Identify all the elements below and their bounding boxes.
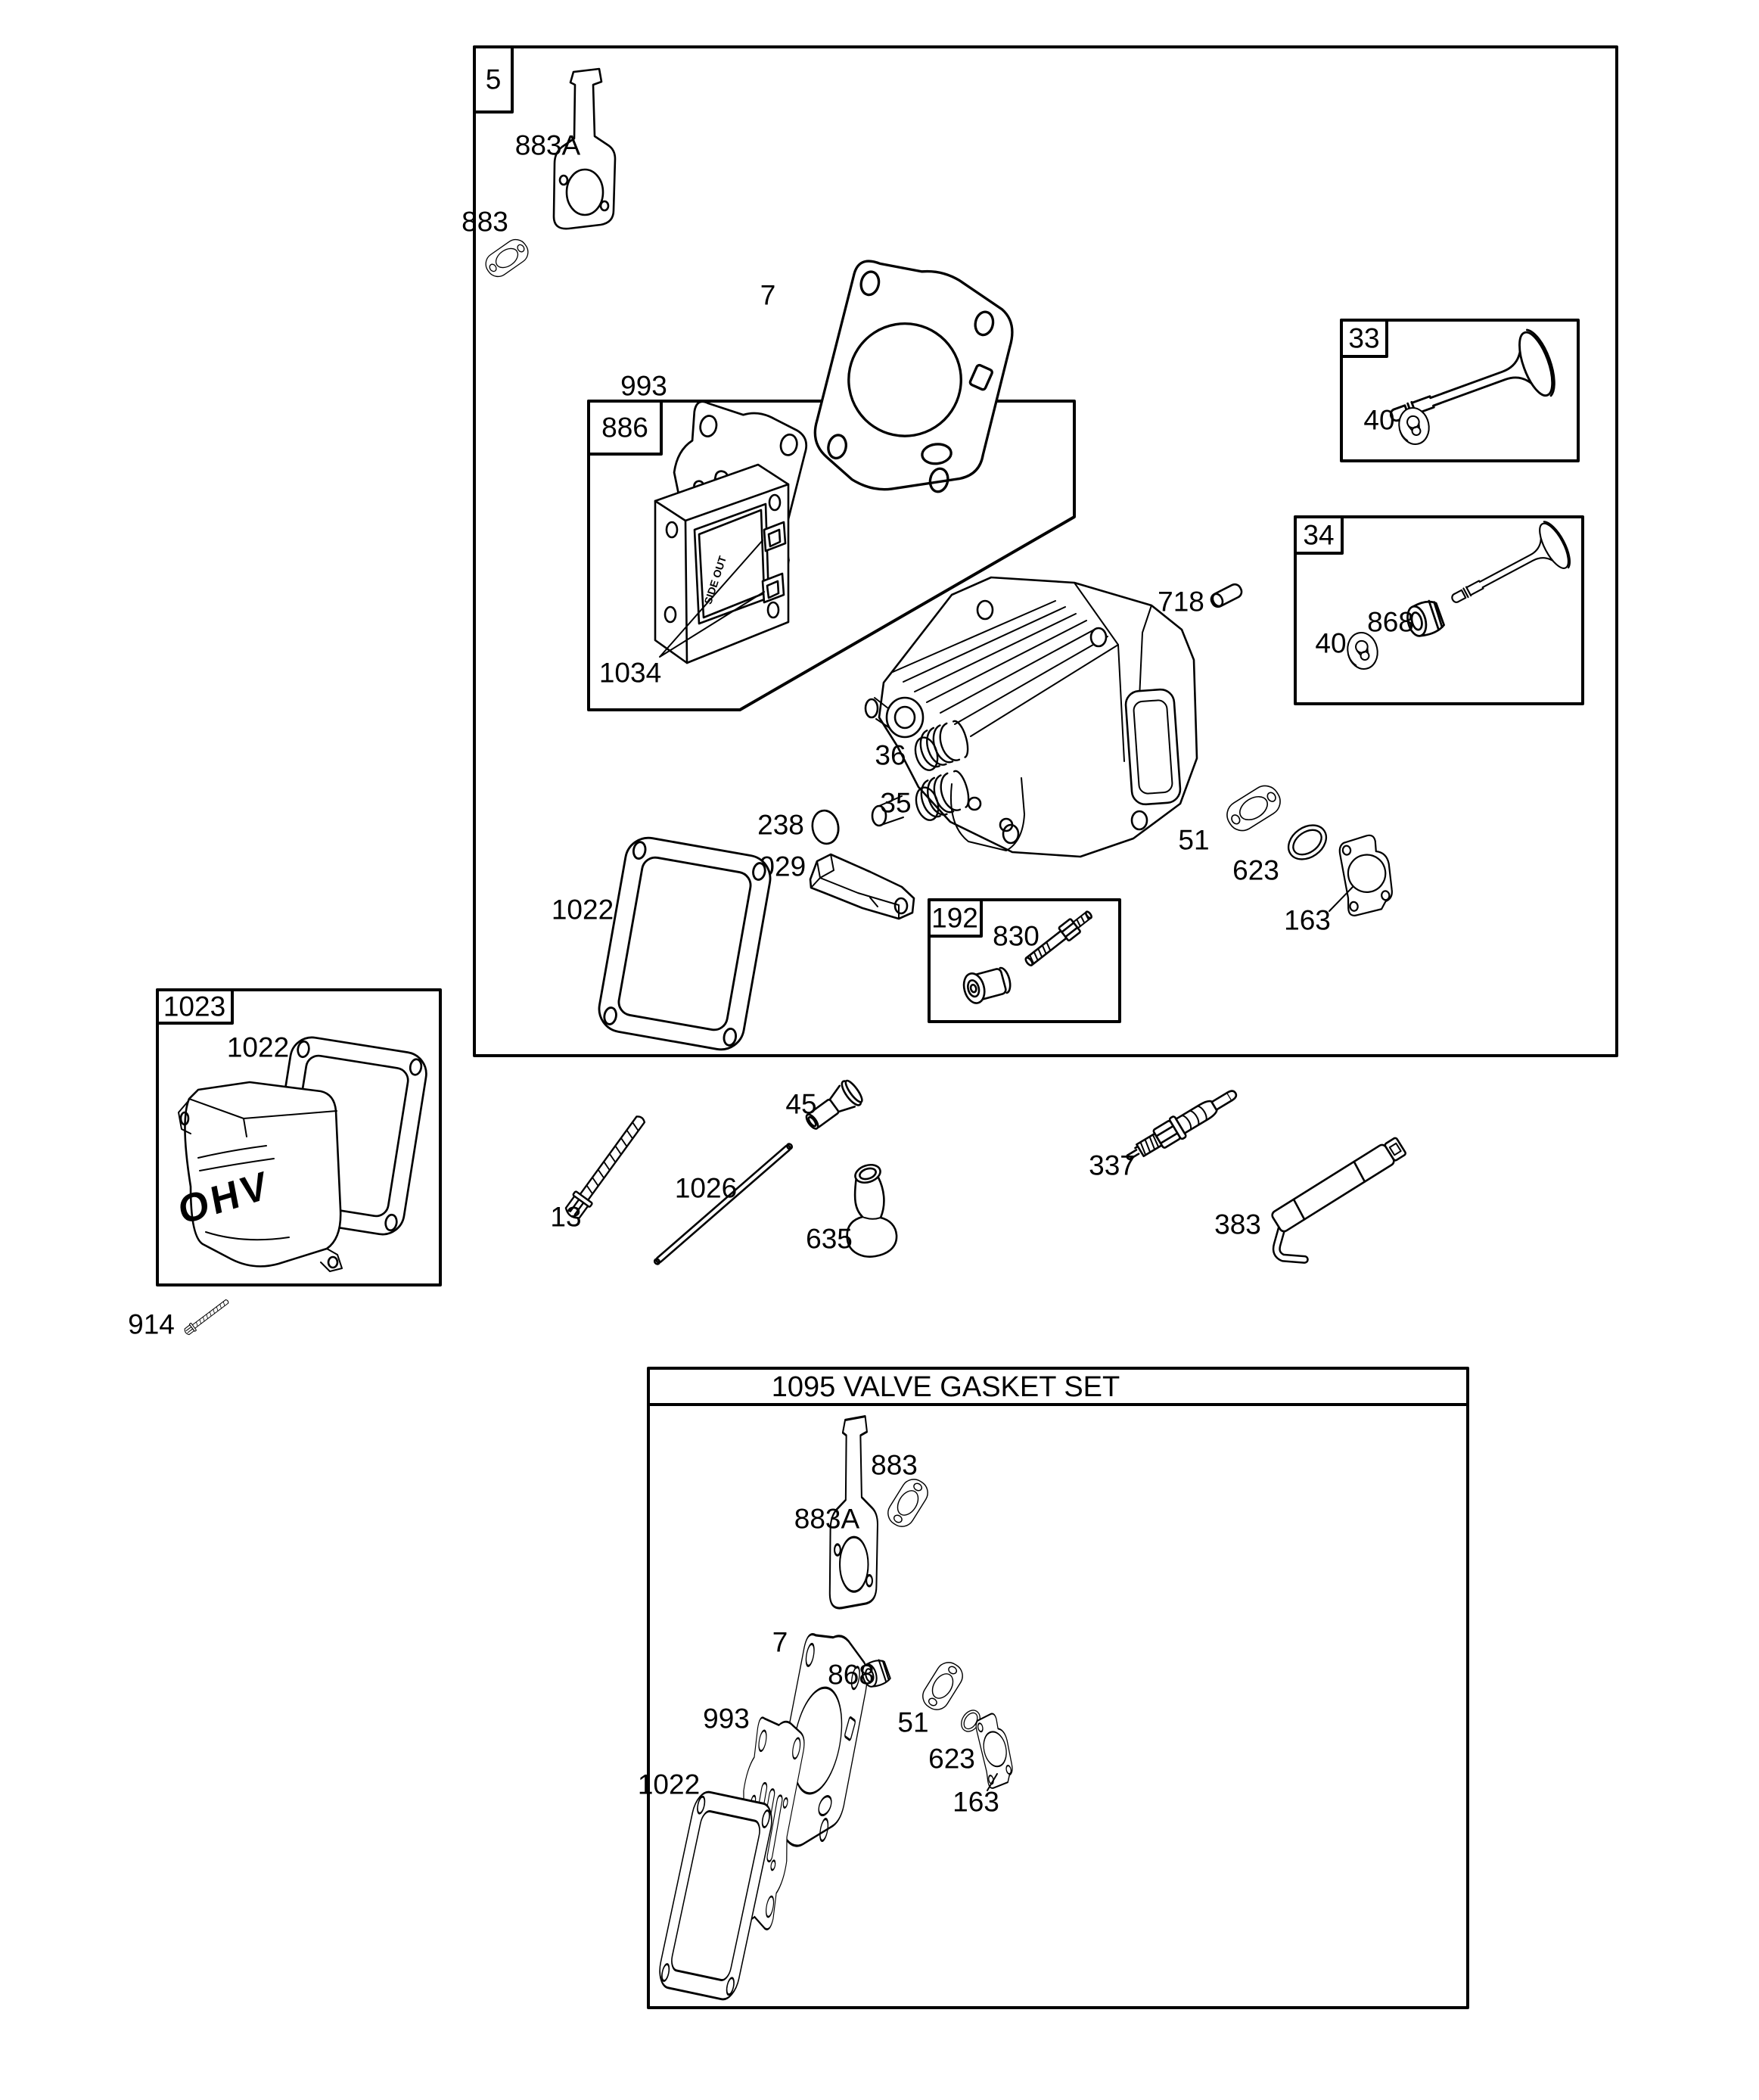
cylinder-head-part — [866, 577, 1197, 857]
spark-plug-337-part — [1121, 1083, 1242, 1168]
callout-383: 383 — [1214, 1209, 1261, 1240]
group-box-5 — [462, 47, 1617, 1056]
reed-plate-1034-part — [655, 465, 788, 663]
callout-1034: 1034 — [598, 657, 662, 689]
spark-plug-wrench-383-part — [1258, 1136, 1425, 1270]
callout-40: 40 — [1363, 404, 1395, 436]
callout-830: 830 — [993, 920, 1040, 952]
ohv-emboss: OHV — [175, 1162, 274, 1234]
callout-51: 51 — [897, 1706, 929, 1738]
callout-883: 883 — [871, 1449, 918, 1481]
box-33-label: 33 — [1348, 322, 1380, 354]
exhaust-gasket-51-part — [918, 1658, 968, 1715]
o-ring-623-part — [1282, 818, 1333, 866]
spark-plug-boot-635-part — [847, 1162, 897, 1256]
callout-163: 163 — [953, 1786, 999, 1818]
callout-7: 7 — [760, 279, 776, 311]
callout-51: 51 — [1178, 824, 1210, 856]
callout-1026: 1026 — [674, 1172, 738, 1204]
cover-bolt-914-part — [183, 1297, 231, 1336]
callout-13: 13 — [550, 1201, 582, 1233]
box-34-label: 34 — [1303, 519, 1335, 551]
callout-36: 36 — [875, 739, 906, 771]
exhaust-gasket-883-part — [481, 235, 533, 282]
valve-cap-238-part — [810, 808, 841, 845]
exhaust-gasket-883-part — [884, 1475, 933, 1532]
callout-883: 883 — [462, 206, 508, 238]
valve-cover-1023-part — [176, 1082, 342, 1271]
exhaust-gasket-51-part — [1222, 780, 1285, 835]
callout-1022: 1022 — [551, 894, 614, 926]
callout-718: 718 — [1158, 586, 1204, 618]
callout-635: 635 — [806, 1223, 853, 1255]
callout-1022: 1022 — [637, 1769, 701, 1800]
dowel-pin-718-part — [1209, 582, 1244, 608]
box-192-label: 192 — [931, 902, 978, 934]
callout-883a: 883A — [794, 1503, 860, 1535]
cylinder-head-gasket-7-part — [806, 254, 1022, 510]
callout-993: 993 — [703, 1703, 750, 1734]
callout-40: 40 — [1315, 627, 1347, 659]
callout-7: 7 — [772, 1626, 788, 1658]
group-box-1023 — [157, 990, 440, 1285]
group-box-192 — [929, 900, 1120, 1022]
callout-163: 163 — [1284, 904, 1331, 936]
callout-868: 868 — [828, 1659, 875, 1691]
push-rod-1026-part — [654, 1143, 793, 1265]
box-5-label: 5 — [485, 64, 502, 95]
box-1023-label: 1023 — [163, 991, 226, 1022]
callout-993: 993 — [620, 370, 667, 402]
box-886-label: 886 — [601, 412, 648, 443]
box-1095-title: 1095 VALVE GASKET SET — [771, 1371, 1120, 1403]
group-box-33 — [1341, 320, 1578, 461]
callout-337: 337 — [1089, 1150, 1136, 1181]
carburetor-gasket-163-part — [1338, 833, 1395, 916]
callout-914: 914 — [128, 1308, 175, 1340]
callout-35: 35 — [880, 787, 912, 819]
callout-623: 623 — [928, 1743, 975, 1775]
callout-1029: 1029 — [743, 851, 806, 882]
side-out-stamp: SIDE OUT — [701, 554, 729, 606]
valve-cover-gasket-1022-part — [595, 834, 774, 1053]
callout-45: 45 — [785, 1088, 817, 1120]
group-box-1095 — [638, 1368, 1468, 2008]
callout-238: 238 — [757, 809, 804, 841]
callout-868: 868 — [1367, 606, 1414, 638]
group-box-34 — [1295, 517, 1583, 704]
callout-883a: 883A — [514, 129, 581, 161]
callout-623: 623 — [1232, 854, 1279, 886]
rocker-arm-1029-part — [810, 854, 914, 919]
callout-1022: 1022 — [226, 1031, 290, 1063]
